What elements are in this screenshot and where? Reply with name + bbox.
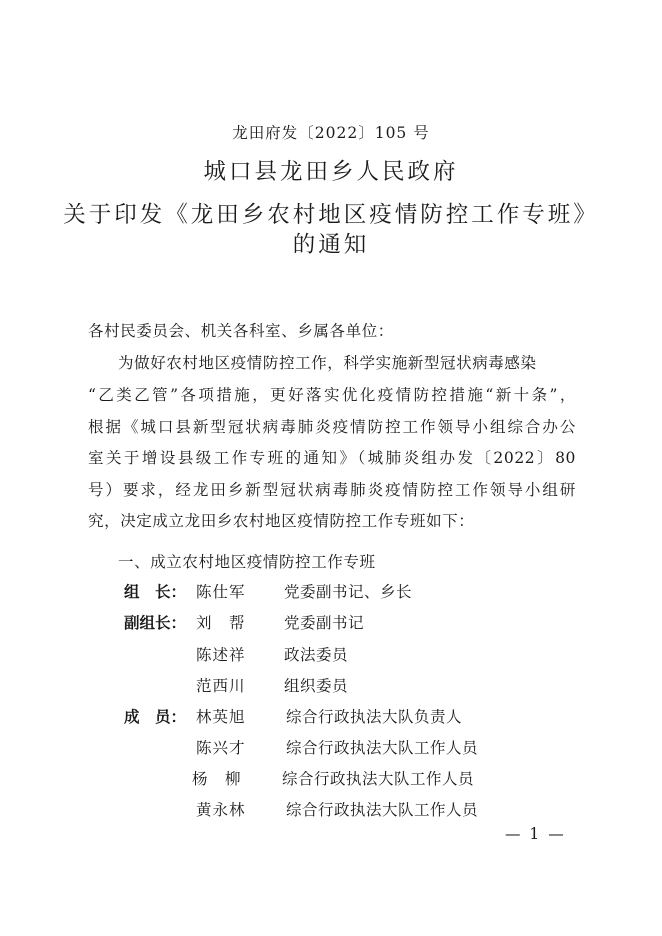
member-post: 党委副书记 xyxy=(284,614,365,632)
member-role: 成 员： xyxy=(124,707,187,726)
title-line-2: 关于印发《龙田乡农村地区疫情防控工作专班》 xyxy=(63,202,599,228)
member-post: 综合行政执法大队工作人员 xyxy=(282,770,475,788)
page-number: — 1 — xyxy=(505,825,566,843)
member-role: 副组长： xyxy=(124,613,187,632)
body-line: 号）要求，经龙田乡新型冠状病毒肺炎疫情防控工作领导小组研 xyxy=(88,481,576,499)
member-name: 杨 柳 xyxy=(192,770,242,788)
member-post: 政法委员 xyxy=(284,646,349,664)
body-line: 根据《城口县新型冠状病毒肺炎疫情防控工作领导小组综合办公 xyxy=(88,418,576,436)
member-post: 党委副书记、乡长 xyxy=(284,583,413,601)
document-number: 龙田府发〔2022〕105 号 xyxy=(232,124,430,142)
body-line: 究，决定成立龙田乡农村地区疫情防控工作专班如下： xyxy=(88,512,475,530)
member-name: 刘 帮 xyxy=(196,614,246,632)
member-post: 组织委员 xyxy=(284,677,349,695)
member-post: 综合行政执法大队工作人员 xyxy=(286,801,479,819)
member-name: 黄永林 xyxy=(196,801,246,819)
member-name: 陈仕军 xyxy=(196,583,246,601)
body-line: 为做好农村地区疫情防控工作，科学实施新型冠状病毒感染 xyxy=(118,354,537,372)
section-heading: 一、成立农村地区疫情防控工作专班 xyxy=(118,553,376,571)
body-line: “乙类乙管”各项措施，更好落实优化疫情防控措施“新十条”， xyxy=(88,386,576,404)
member-name: 范西川 xyxy=(196,677,246,695)
member-name: 林英旭 xyxy=(196,708,246,726)
member-post: 综合行政执法大队负责人 xyxy=(286,708,463,726)
member-role: 组 长： xyxy=(124,582,187,601)
body-line: 室关于增设县级工作专班的通知》（城肺炎组办发〔2022〕80 xyxy=(88,449,576,467)
member-post: 综合行政执法大队工作人员 xyxy=(286,739,479,757)
title-line-1: 城口县龙田乡人民政府 xyxy=(203,159,459,185)
member-name: 陈兴才 xyxy=(196,739,246,757)
salutation: 各村民委员会、机关各科室、乡属各单位： xyxy=(88,322,394,340)
title-line-3: 的通知 xyxy=(292,232,370,258)
member-name: 陈述祥 xyxy=(196,646,246,664)
